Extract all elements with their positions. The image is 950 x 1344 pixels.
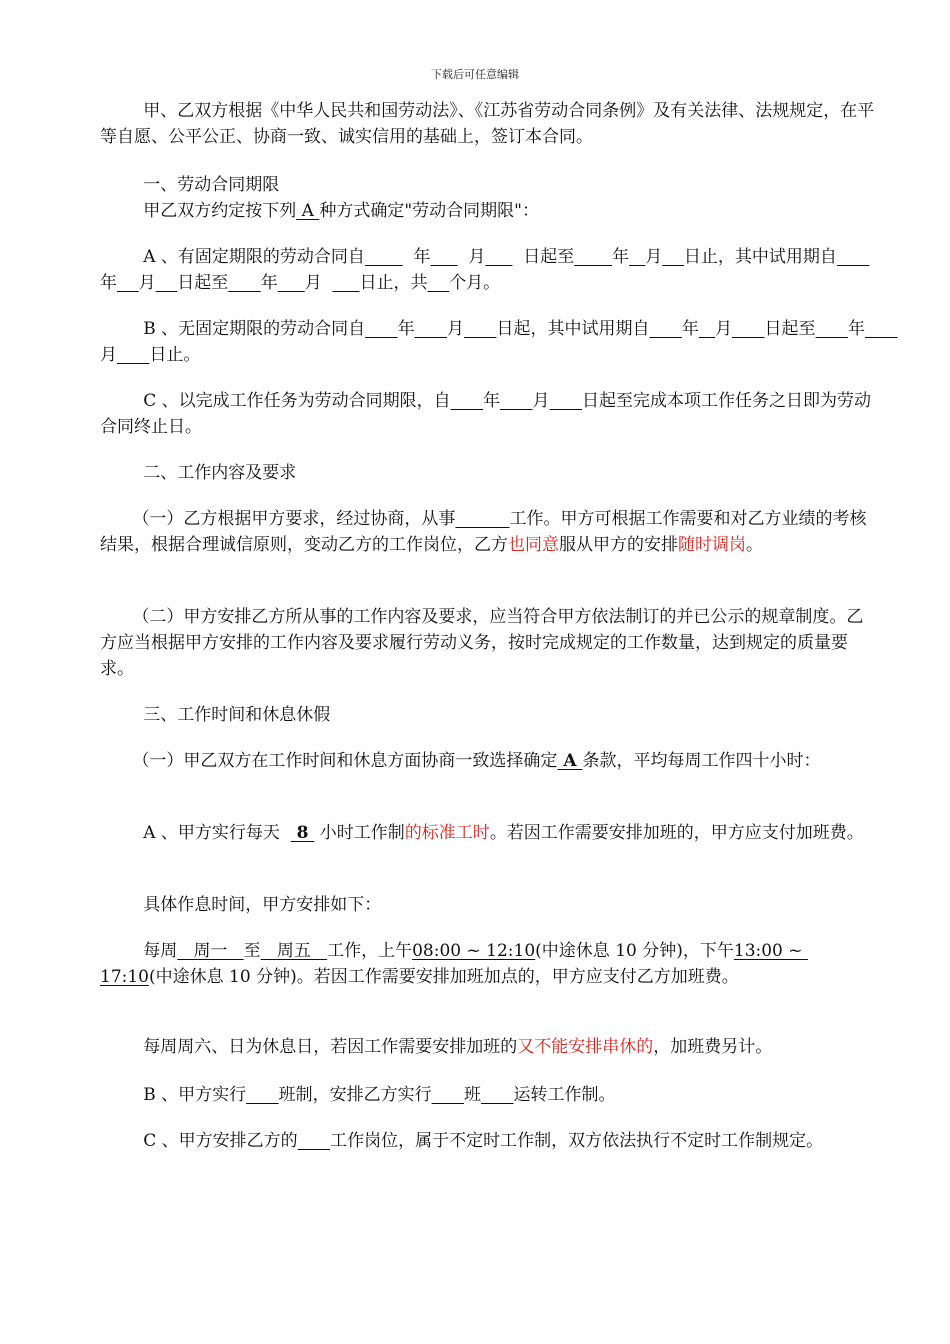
text-run: A 、甲方实行每天 xyxy=(100,823,291,843)
fill-in-blank xyxy=(574,247,612,267)
text-run: 每周周六、日为休息日，若因工作需要安排加班的 xyxy=(100,1037,518,1057)
text-run: 年 xyxy=(681,319,699,339)
text-run: 年 xyxy=(612,247,630,267)
text-run: 月 xyxy=(100,345,117,365)
contract-paragraph xyxy=(100,1128,878,1154)
contract-paragraph xyxy=(100,506,878,558)
text-run: 日起，其中试用期自 xyxy=(496,319,650,339)
contract-paragraph xyxy=(100,98,878,150)
fill-in-blank xyxy=(365,319,397,339)
contract-paragraph xyxy=(100,460,878,486)
text-run: （一）乙方根据甲方要求，经过协商，从事 xyxy=(100,509,456,529)
fill-in-blank xyxy=(428,273,450,293)
contract-paragraph xyxy=(100,938,878,990)
text-run: 。若因工作需要安排加班的，甲方应支付加班费。 xyxy=(489,823,864,843)
text-run: 月 xyxy=(532,391,550,411)
fill-in-blank xyxy=(298,1131,330,1151)
text-run: 三、工作时间和休息休假 xyxy=(100,705,331,725)
fill-in-blank: A xyxy=(557,751,583,771)
text-run: 日止。 xyxy=(149,345,201,365)
fill-in-blank xyxy=(228,273,260,293)
text-run: 日止，共 xyxy=(359,273,428,293)
highlighted-text: 的标准工时 xyxy=(404,823,490,843)
fill-in-blank xyxy=(156,273,178,293)
fill-in-blank xyxy=(816,319,848,339)
fill-in-blank xyxy=(865,319,897,339)
fill-in-blank xyxy=(629,247,645,267)
text-run: 。 xyxy=(746,535,763,555)
text-run: 具体作息时间，甲方安排如下： xyxy=(100,895,382,915)
text-run: 日起至完成本项工作任务之日即为劳动合同终止日。 xyxy=(100,391,871,437)
fill-in-blank xyxy=(415,319,447,339)
text-run: 年 xyxy=(397,319,415,339)
text-run: ，加班费另计。 xyxy=(653,1037,773,1057)
fill-in-blank xyxy=(455,509,509,529)
text-run: (中途休息 10 分钟)。若因工作需要安排加班加点的，甲方应支付乙方加班费。 xyxy=(149,967,739,987)
fill-in-blank: 周一 xyxy=(177,941,244,961)
fill-in-blank xyxy=(485,247,512,267)
contract-paragraph xyxy=(100,198,878,224)
contract-paragraph xyxy=(100,702,878,728)
text-run: （一）甲乙双方在工作时间和休息方面协商一致选择确定 xyxy=(100,751,558,771)
contract-paragraph xyxy=(100,820,878,846)
fill-in-blank xyxy=(117,273,139,293)
text-run: 月 xyxy=(715,319,733,339)
fill-in-blank: 13:00 ~ 17:10 xyxy=(100,941,808,987)
text-run: 每周 xyxy=(100,941,178,961)
contract-paragraph xyxy=(100,1034,878,1060)
text-run: 甲、乙双方根据《中华人民共和国劳动法》、《江苏省劳动合同条例》及有关法律、法规规定，在平等自愿、公平公正、协商一致、诚实信用的基础上，签订本合同。 xyxy=(100,101,875,147)
text-run: 月 xyxy=(645,247,663,267)
text-run: 年 xyxy=(402,247,431,267)
text-run: 种方式确定"劳动合同期限"： xyxy=(319,201,539,221)
contract-paragraph xyxy=(100,388,878,440)
contract-paragraph xyxy=(100,604,878,682)
text-run: 年 xyxy=(483,391,501,411)
text-run: 一、劳动合同期限 xyxy=(100,175,280,195)
fill-in-blank xyxy=(837,247,869,267)
text-run: 班制，安排乙方实行 xyxy=(278,1085,432,1105)
text-run: 月 xyxy=(447,319,465,339)
text-run: 月 xyxy=(304,273,333,293)
fill-in-blank xyxy=(278,273,305,293)
text-run: 运转工作制。 xyxy=(513,1085,616,1105)
text-run: 日起至 xyxy=(512,247,575,267)
text-run: A 、有固定期限的劳动合同自 xyxy=(100,247,365,267)
text-run: 服从甲方的安排 xyxy=(559,535,678,555)
contract-paragraph xyxy=(100,244,881,296)
fill-in-blank xyxy=(732,319,764,339)
text-run: 工作岗位，属于不定时工作制，双方依法执行不定时工作制规定。 xyxy=(330,1131,824,1151)
contract-paragraph xyxy=(100,892,878,918)
fill-in-blank xyxy=(431,247,458,267)
text-run: 甲乙双方约定按下列 xyxy=(100,201,297,221)
page-header: 下载后可任意编辑 xyxy=(431,68,519,81)
text-run: 至 xyxy=(243,941,261,961)
highlighted-text: 又不能安排串休的 xyxy=(517,1037,654,1057)
fill-in-blank xyxy=(464,319,496,339)
text-run: 月 xyxy=(457,247,486,267)
text-run: B 、无固定期限的劳动合同自 xyxy=(100,319,366,339)
text-run: 年 xyxy=(100,247,881,293)
text-run: 条款，平均每周工作四十小时： xyxy=(582,751,821,771)
text-run: （二）甲方安排乙方所从事的工作内容及要求，应当符合甲方依法制订的并已公示的规章制度。乙方应当根据甲方安排的工作内容及要求履行劳动义务，按时完成规定的工作数量，达到规定的质量要求。 xyxy=(100,607,864,679)
fill-in-blank: 周五 xyxy=(260,941,328,961)
text-run: 个月。 xyxy=(449,273,501,293)
fill-in-blank xyxy=(550,391,582,411)
text-run: 工作，上午 xyxy=(327,941,413,961)
fill-in-blank xyxy=(451,391,483,411)
highlighted-text: 随时调岗 xyxy=(678,535,746,555)
fill-in-blank: 8 xyxy=(290,823,315,843)
text-run: 日起至 xyxy=(764,319,816,339)
fill-in-blank: 08:00 ~ 12:10 xyxy=(412,941,536,961)
text-run: 年 xyxy=(847,319,865,339)
fill-in-blank xyxy=(500,391,532,411)
fill-in-blank xyxy=(432,1085,464,1105)
text-run: (中途休息 10 分钟)，下午 xyxy=(535,941,734,961)
text-run: 年 xyxy=(260,273,278,293)
contract-paragraph xyxy=(100,1082,878,1108)
text-run: 日起至 xyxy=(177,273,229,293)
text-run: 月 xyxy=(138,273,156,293)
text-run: 班 xyxy=(464,1085,482,1105)
highlighted-text: 也同意 xyxy=(508,535,559,555)
contract-paragraph xyxy=(100,748,878,774)
fill-in-blank xyxy=(662,247,684,267)
text-run: 工作。甲方可根据工作需要和对乙方业绩的考核结果，根据合理诚信原则，变动乙方的工作岗位，乙方 xyxy=(100,509,867,555)
text-run: 二、工作内容及要求 xyxy=(100,463,297,483)
fill-in-blank xyxy=(117,345,149,365)
text-run: C 、甲方安排乙方的 xyxy=(100,1131,298,1151)
contract-paragraph xyxy=(100,316,878,368)
text-run: 日止，其中试用期自 xyxy=(683,247,837,267)
text-run: B 、甲方实行 xyxy=(100,1085,247,1105)
fill-in-blank xyxy=(246,1085,278,1105)
fill-in-blank: A xyxy=(296,201,320,221)
fill-in-blank xyxy=(699,319,715,339)
fill-in-blank xyxy=(333,273,360,293)
fill-in-blank xyxy=(481,1085,513,1105)
text-run: 小时工作制 xyxy=(314,823,405,843)
fill-in-blank xyxy=(365,247,403,267)
contract-paragraph xyxy=(100,172,878,198)
fill-in-blank xyxy=(649,319,681,339)
text-run: C 、以完成工作任务为劳动合同期限，自 xyxy=(100,391,451,411)
